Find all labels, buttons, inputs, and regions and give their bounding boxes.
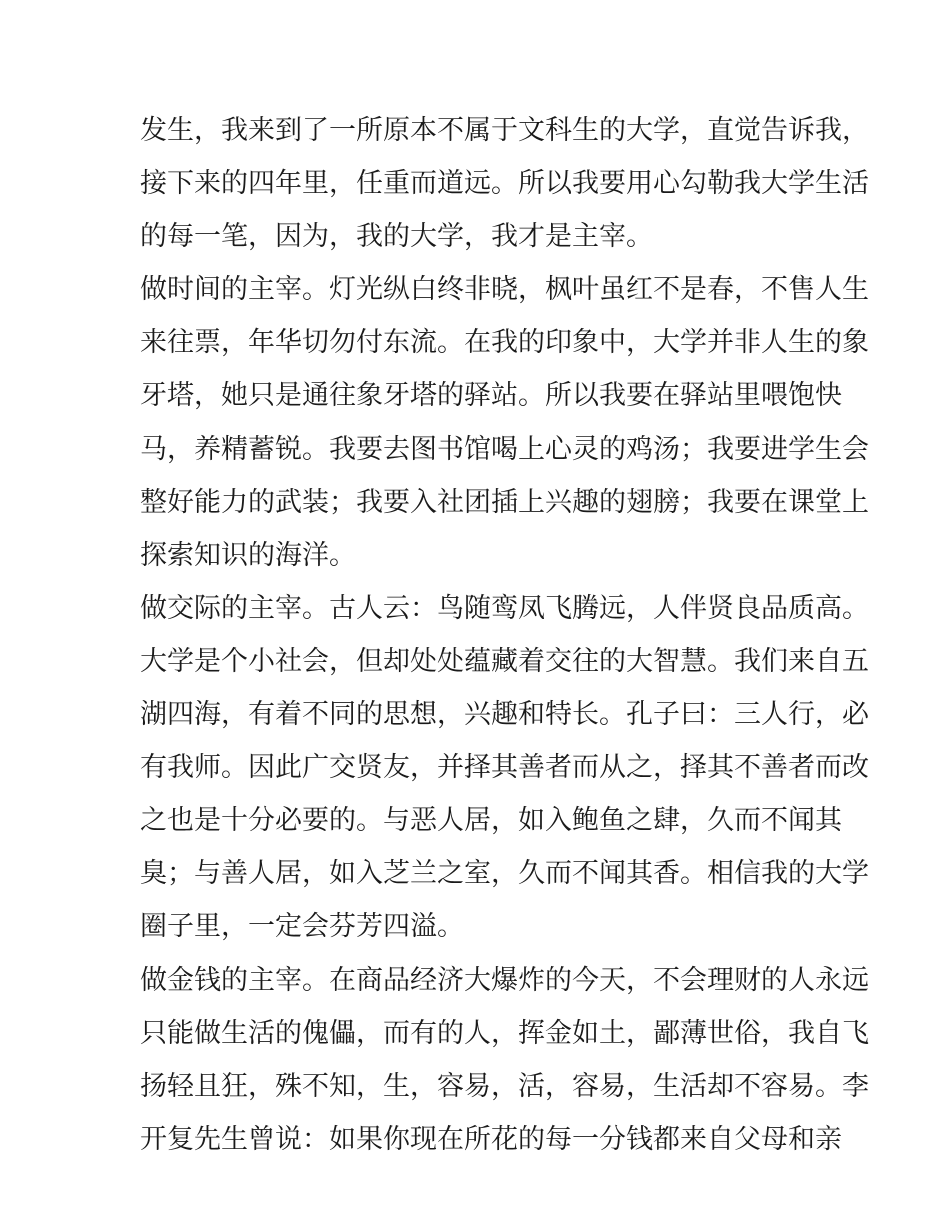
- text-line: 的每一笔，因为，我的大学，我才是主宰。: [140, 221, 653, 253]
- text-line: 做时间的主宰。灯光纵白终非晓，枫叶虽红不是春，不售人生: [140, 274, 869, 306]
- text-line: 做交际的主宰。古人云：鸟随鸾凤飞腾远，人伴贤良品质高。: [140, 592, 869, 624]
- text-line: 来往票，年华切勿付东流。在我的印象中，大学并非人生的象: [140, 327, 869, 359]
- text-line: 大学是个小社会，但却处处蕴藏着交往的大智慧。我们来自五: [140, 645, 869, 677]
- text-line: 湖四海，有着不同的思想，兴趣和特长。孔子曰：三人行，必: [140, 699, 869, 731]
- essay-body: [140, 104, 869, 1166]
- text-line: 做金钱的主宰。在商品经济大爆炸的今天，不会理财的人永远: [140, 964, 869, 996]
- text-line: 接下来的四年里，任重而道远。所以我要用心勾勒我大学生活: [140, 168, 869, 200]
- text-line: 有我师。因此广交贤友，并择其善者而从之，择其不善者而改: [140, 752, 869, 784]
- text-line: 开复先生曾说：如果你现在所花的每一分钱都来自父母和亲: [140, 1123, 842, 1155]
- text-line: 臭；与善人居，如入芝兰之室，久而不闻其香。相信我的大学: [140, 858, 869, 890]
- text-line: 探索知识的海洋。: [140, 539, 356, 571]
- text-line: 发生，我来到了一所原本不属于文科生的大学，直觉告诉我，: [140, 115, 869, 146]
- text-line: 圈子里，一定会芬芳四溢。: [140, 911, 464, 943]
- text-line: 牙塔，她只是通往象牙塔的驿站。所以我要在驿站里喂饱快: [140, 380, 842, 412]
- text-line: 整好能力的武装；我要入社团插上兴趣的翅膀；我要在课堂上: [140, 486, 869, 518]
- text-line: 扬轻且狂，殊不知，生，容易，活，容易，生活却不容易。李: [140, 1070, 869, 1102]
- text-line: 之也是十分必要的。与恶人居，如入鲍鱼之肆，久而不闻其: [140, 805, 842, 837]
- text-line: 只能做生活的傀儡，而有的人，挥金如土，鄙薄世俗，我自飞: [140, 1017, 869, 1049]
- text-line: 马，养精蓄锐。我要去图书馆喝上心灵的鸡汤；我要进学生会: [140, 433, 869, 465]
